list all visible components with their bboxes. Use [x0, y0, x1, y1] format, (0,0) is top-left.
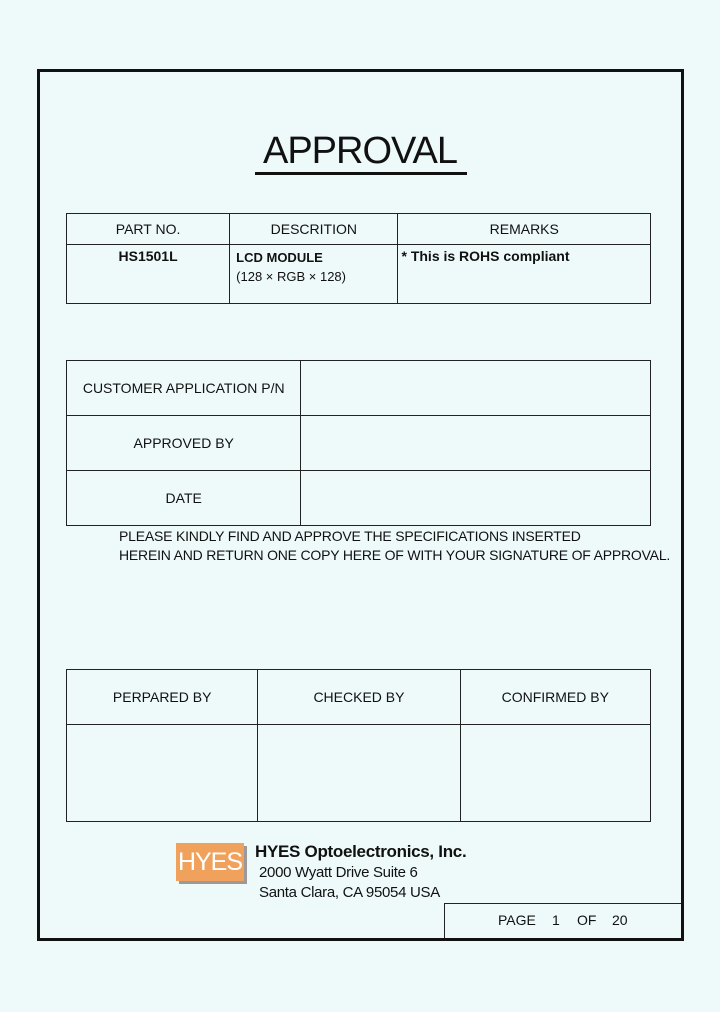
remarks-cell [398, 245, 651, 304]
notice-line-1: PLEASE KINDLY FIND AND APPROVE THE SPECIFICATIONS INSERTED [119, 528, 581, 544]
customer-pn-field[interactable] [301, 361, 651, 416]
approved-by-field[interactable] [301, 416, 651, 471]
prepared-by-header: PERPARED BY [67, 670, 258, 725]
address-line-1: 2000 Wyatt Drive Suite 6 [259, 864, 418, 881]
description-cell [230, 245, 398, 304]
part-no-cell [67, 245, 230, 304]
customer-table [66, 360, 651, 526]
part-table [66, 213, 651, 304]
part-table-row [67, 245, 651, 304]
description-line-1: LCD MODULE [236, 250, 323, 265]
address-line-2: Santa Clara, CA 95054 USA [259, 884, 440, 901]
customer-pn-label: CUSTOMER APPLICATION P/N [67, 361, 301, 416]
date-row [67, 471, 651, 526]
page-number: 1 [552, 912, 560, 928]
of-label: OF [577, 912, 597, 928]
remarks-header: REMARKS [398, 214, 651, 245]
date-label: DATE [67, 471, 301, 526]
checked-by-header: CHECKED BY [258, 670, 460, 725]
description-header: DESCRITION [230, 214, 398, 245]
part-no-value: HS1501L [118, 248, 178, 264]
signature-table [66, 669, 651, 822]
part-no-header: PART NO. [67, 214, 230, 245]
prepared-by-signature-field[interactable] [67, 725, 258, 822]
confirmed-by-signature-field[interactable] [460, 725, 650, 822]
description-line-2: (128 × RGB × 128) [236, 269, 346, 284]
confirmed-by-header: CONFIRMED BY [460, 670, 650, 725]
checked-by-signature-field[interactable] [258, 725, 460, 822]
approval-notice [119, 527, 670, 565]
page-total: 20 [612, 912, 628, 928]
company-name: HYES Optoelectronics, Inc. [255, 842, 467, 861]
customer-pn-row [67, 361, 651, 416]
page-indicator [444, 903, 681, 938]
page-label: PAGE [498, 912, 536, 928]
signature-row [67, 725, 651, 822]
title-underline [255, 172, 467, 175]
approved-by-row [67, 416, 651, 471]
company-logo: HYES [176, 843, 244, 881]
date-field[interactable] [301, 471, 651, 526]
approved-by-label: APPROVED BY [67, 416, 301, 471]
page-title: APPROVAL [262, 130, 458, 172]
signature-header-row [67, 670, 651, 725]
part-table-header-row [67, 214, 651, 245]
remarks-value: * This is ROHS compliant [401, 248, 570, 264]
notice-line-2: HEREIN AND RETURN ONE COPY HERE OF WITH YOUR SIGNATURE OF APPROVAL. [119, 547, 671, 563]
